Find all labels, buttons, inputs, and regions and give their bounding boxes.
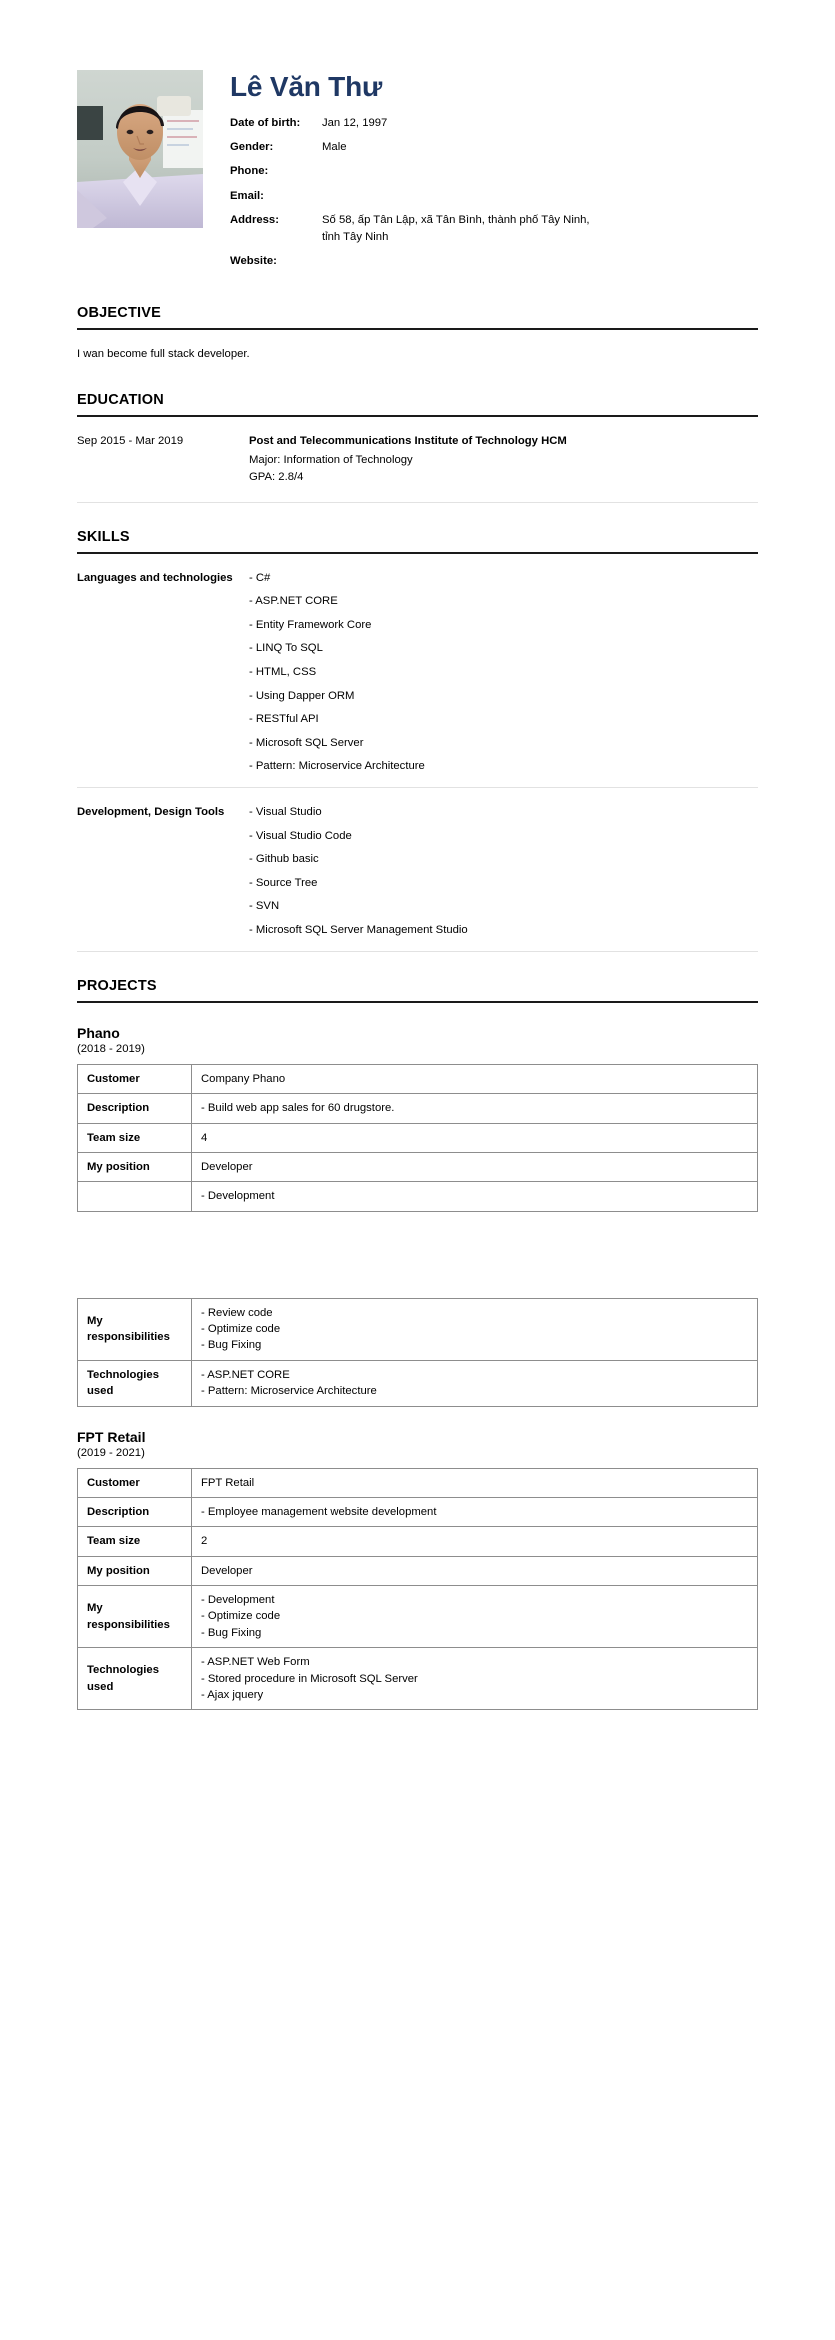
skill-list [249,570,758,774]
project-title: FPT Retail [77,1428,146,1445]
info-label-website: Website: [230,255,277,268]
skill-item: - C# [249,571,271,584]
objective-text: I wan become full stack developer. [77,347,250,360]
info-label-gender: Gender: [230,141,274,154]
info-value-phone [322,164,758,188]
education-major: Major: Information of Technology [249,453,413,466]
row-value-development: - Development [192,1182,758,1211]
row-key-technologies: Technologies used [78,1360,192,1406]
row-key-team-size: Team size [78,1527,192,1556]
personal-info-table [230,116,758,279]
skill-item: - HTML, CSS [249,665,317,678]
info-row-dob [230,116,758,140]
resume-header [77,70,758,279]
project-phano [77,1025,758,1407]
bullet-line: - ASP.NET CORE [201,1368,290,1381]
portrait-photo-icon [77,70,203,228]
row-value-responsibilities [192,1298,758,1360]
photo-container [77,70,203,228]
row-key-description: Description [78,1497,192,1526]
row-key-team-size: Team size [78,1123,192,1152]
skill-item: - Microsoft SQL Server [249,736,364,749]
info-value-dob: Jan 12, 1997 [322,116,388,129]
table-row-split-top [78,1182,758,1211]
table-row [78,1468,758,1497]
table-row [78,1298,758,1360]
row-key-responsibilities: My responsibilities [78,1586,192,1648]
section-projects [77,978,758,1711]
education-entry [77,417,758,503]
skill-item: - RESTful API [249,713,319,726]
row-value-technologies [192,1648,758,1710]
skill-group-languages [77,554,758,788]
gap-column-left [77,1212,191,1298]
table-row [78,1094,758,1123]
info-value-email [322,189,758,213]
row-key-position: My position [78,1152,192,1181]
row-value-customer: FPT Retail [192,1468,758,1497]
project-years: (2019 - 2021) [77,1446,145,1459]
table-row [78,1152,758,1181]
info-label-dob: Date of birth: [230,116,301,129]
row-key-responsibilities: My responsibilities [78,1298,192,1360]
table-row [78,1556,758,1585]
info-row-email [230,189,758,213]
row-key-description: Description [78,1094,192,1123]
info-label-email: Email: [230,189,264,202]
project-years: (2018 - 2019) [77,1042,145,1055]
row-value-description: - Employee management website development [192,1497,758,1526]
project-fpt-retail [77,1429,758,1711]
skill-group-label: Development, Design Tools [77,806,225,819]
bullet-line: - Development [201,1594,275,1607]
address-line-1: Số 58, ấp Tân Lập, xã Tân Bình, thành phố Tây Ninh, [322,213,590,226]
skill-item: - ASP.NET CORE [249,595,338,608]
education-school: Post and Telecommunications Institute of Technology HCM [249,435,567,448]
section-skills [77,529,758,952]
bullet-line: - Optimize code [201,1323,281,1336]
gap-column-right [191,1212,758,1298]
identity-block [203,70,758,279]
section-objective [77,305,758,367]
education-date: Sep 2015 - Mar 2019 [77,435,184,448]
info-row-website [230,254,758,278]
section-heading-projects: PROJECTS [77,978,758,1003]
address-line-2: tỉnh Tây Ninh [322,231,389,244]
skill-item: - Source Tree [249,876,318,889]
info-row-gender [230,140,758,164]
table-row [78,1064,758,1093]
skill-item: - LINQ To SQL [249,642,323,655]
skill-item: - Visual Studio [249,806,322,819]
skill-item: - Pattern: Microservice Architecture [249,760,425,773]
bullet-line: - Review code [201,1306,273,1319]
project-table [77,1468,758,1711]
row-key-customer: Customer [78,1468,192,1497]
avatar [77,70,203,228]
bullet-line: - Bug Fixing [201,1339,262,1352]
bullet-line: - Ajax jquery [201,1688,264,1701]
bullet-line: - Stored procedure in Microsoft SQL Server [201,1672,418,1685]
skill-item: - Microsoft SQL Server Management Studio [249,923,468,936]
education-gpa: GPA: 2.8/4 [249,471,304,484]
info-value-address [322,213,758,255]
page-title: Lê Văn Thư [230,71,383,102]
skill-item: - Using Dapper ORM [249,689,355,702]
skill-item: - Entity Framework Core [249,618,372,631]
skill-list [249,804,758,938]
row-value-customer: Company Phano [192,1064,758,1093]
project-title: Phano [77,1024,120,1041]
table-row [78,1586,758,1648]
row-value-team-size: 2 [192,1527,758,1556]
project-table [77,1064,758,1212]
section-heading-skills: SKILLS [77,529,758,554]
table-row [78,1497,758,1526]
row-key-technologies: Technologies used [78,1648,192,1710]
skill-item: - Github basic [249,853,319,866]
row-key-empty [78,1182,192,1211]
section-heading-education: EDUCATION [77,392,758,417]
skill-item: - Visual Studio Code [249,829,352,842]
table-row [78,1123,758,1152]
row-key-position: My position [78,1556,192,1585]
bullet-line: - Pattern: Microservice Architecture [201,1385,377,1398]
skill-group-tools [77,788,758,952]
info-row-phone [230,164,758,188]
table-row [78,1360,758,1406]
info-value-website [322,254,758,278]
row-key-customer: Customer [78,1064,192,1093]
row-value-position: Developer [192,1556,758,1585]
table-row [78,1648,758,1710]
row-value-position: Developer [192,1152,758,1181]
section-education [77,392,758,503]
row-value-technologies [192,1360,758,1406]
row-value-responsibilities [192,1586,758,1648]
skill-group-label: Languages and technologies [77,571,233,584]
skill-item: - SVN [249,900,280,913]
page-break-gap [77,1212,758,1298]
info-label-phone: Phone: [230,165,269,178]
row-value-description: - Build web app sales for 60 drugstore. [192,1094,758,1123]
table-row [78,1527,758,1556]
bullet-line: - ASP.NET Web Form [201,1656,310,1669]
project-table-continued [77,1298,758,1407]
info-row-address [230,213,758,255]
info-value-gender: Male [322,141,347,154]
info-label-address: Address: [230,213,279,226]
section-heading-objective: OBJECTIVE [77,305,758,330]
bullet-line: - Bug Fixing [201,1626,262,1639]
row-value-team-size: 4 [192,1123,758,1152]
education-details [249,433,758,487]
bullet-line: - Optimize code [201,1610,281,1623]
